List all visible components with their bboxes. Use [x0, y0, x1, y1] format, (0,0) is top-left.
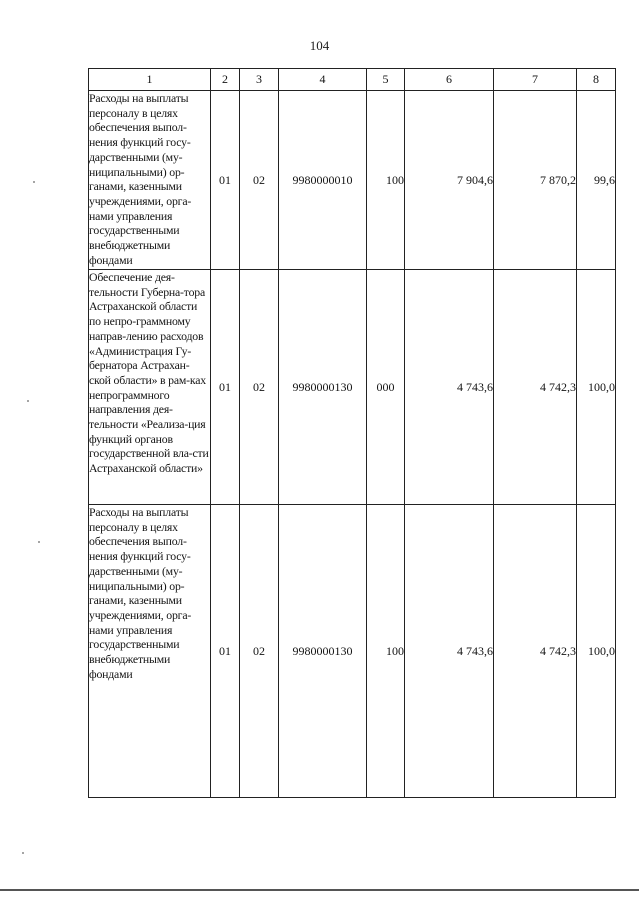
actual-amount-cell: 4 742,3 [494, 270, 577, 505]
expense-type-cell: 000 [367, 270, 405, 505]
column-header-8: 8 [577, 69, 616, 91]
subsection-code-cell: 02 [240, 270, 279, 505]
table-row [89, 505, 616, 798]
target-code-cell: 9980000010 [279, 91, 367, 270]
section-code-cell: 01 [211, 505, 240, 798]
target-code-cell: 9980000130 [279, 270, 367, 505]
budget-table [88, 68, 616, 798]
column-header-3: 3 [240, 69, 279, 91]
subsection-code-cell: 02 [240, 505, 279, 798]
scan-speck [33, 181, 35, 183]
column-header-5: 5 [367, 69, 405, 91]
scan-speck [27, 400, 29, 402]
table-row [89, 91, 616, 270]
percent-cell: 99,6 [577, 91, 616, 270]
scan-bottom-edge [0, 889, 639, 891]
column-header-4: 4 [279, 69, 367, 91]
expense-name-cell: Расходы на выплаты персоналу в целях обеспечения выпол-нения функций госу-дарственными (му-ниципальными) ор-ганами, казенными учреждениями, орга-нами управления государственными внебюджетными фондами [89, 91, 211, 270]
scan-speck [22, 852, 24, 854]
table-header-row [89, 69, 616, 91]
column-header-7: 7 [494, 69, 577, 91]
section-code-cell: 01 [211, 91, 240, 270]
page-number: 104 [309, 38, 330, 53]
scan-speck [38, 541, 40, 543]
target-code-cell: 9980000130 [279, 505, 367, 798]
table-row [89, 270, 616, 505]
plan-amount-cell: 7 904,6 [405, 91, 494, 270]
plan-amount-cell: 4 743,6 [405, 505, 494, 798]
percent-cell: 100,0 [577, 270, 616, 505]
plan-amount-cell: 4 743,6 [405, 270, 494, 505]
expense-type-cell: 100 [367, 505, 405, 798]
expense-type-cell: 100 [367, 91, 405, 270]
percent-cell: 100,0 [577, 505, 616, 798]
column-header-1: 1 [89, 69, 211, 91]
actual-amount-cell: 7 870,2 [494, 91, 577, 270]
actual-amount-cell: 4 742,3 [494, 505, 577, 798]
expense-name-cell: Обеспечение дея-тельности Губерна-тора Астраханской области по непро-граммному направ-лению расходов «Администрация Гу-бернатора Астрахан-ской области» в рам-ках непрограммного направления дея-тельности «Реализа-ция функций органов государственной вла-сти Астраханской области» [89, 270, 211, 505]
subsection-code-cell: 02 [240, 91, 279, 270]
column-header-2: 2 [211, 69, 240, 91]
column-header-6: 6 [405, 69, 494, 91]
section-code-cell: 01 [211, 270, 240, 505]
expense-name-cell: Расходы на выплаты персоналу в целях обеспечения выпол-нения функций госу-дарственными (му-ниципальными) ор-ганами, казенными учреждениями, орга-нами управления государственными внебюджетными фондами [89, 505, 211, 798]
